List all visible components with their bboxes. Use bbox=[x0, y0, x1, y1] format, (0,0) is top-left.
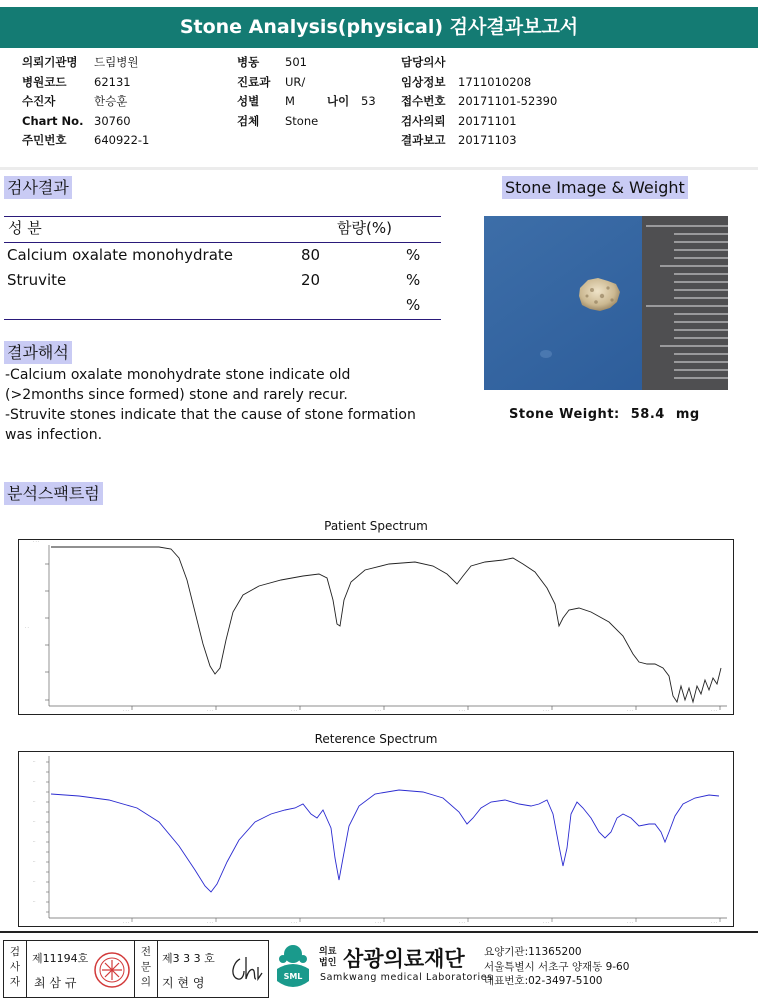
svg-text:· ·: · · bbox=[25, 625, 29, 630]
specialist-number: 제3 3 3 호 bbox=[162, 952, 215, 965]
header-value: UR/ bbox=[285, 74, 306, 89]
component-name: Struvite bbox=[7, 271, 67, 289]
org-type-line: 의료 bbox=[319, 947, 337, 957]
component-name: Calcium oxalate monohydrate bbox=[7, 246, 234, 264]
svg-text:· · ·: · · · bbox=[375, 920, 382, 925]
svg-text:· · ·: · · · bbox=[291, 708, 298, 713]
column-header-component: 성 분 bbox=[8, 219, 42, 237]
header-label: 병원코드 bbox=[22, 74, 67, 89]
component-unit: % bbox=[406, 296, 421, 314]
header-value: M bbox=[285, 94, 295, 108]
svg-text:··: ·· bbox=[33, 839, 36, 844]
examiner-name: 최 삼 규 bbox=[34, 976, 77, 990]
header-row bbox=[22, 112, 149, 132]
component-amount: 20 bbox=[301, 271, 321, 289]
interpretation-heading: 결과해석 bbox=[4, 341, 72, 364]
svg-text:· · ·: · · · bbox=[627, 920, 634, 925]
stone-weight bbox=[509, 407, 700, 422]
examiner-number: 제11194호 bbox=[32, 952, 89, 965]
svg-text:· · ·: · · · bbox=[459, 920, 466, 925]
header-label: 접수번호 bbox=[401, 94, 446, 108]
svg-text:··: ·· bbox=[33, 779, 36, 784]
svg-text:· · ·: · · · bbox=[459, 708, 466, 713]
interpretation-text bbox=[5, 365, 455, 445]
header-row bbox=[22, 53, 149, 73]
header-row bbox=[237, 92, 376, 112]
svg-text:· · ·: · · · bbox=[711, 920, 718, 925]
examiner-seal bbox=[93, 951, 131, 993]
svg-text:· · ·: · · · bbox=[33, 540, 40, 544]
seal-graphic bbox=[93, 951, 131, 989]
header-row bbox=[237, 112, 376, 132]
stone-heading: Stone Image & Weight bbox=[502, 176, 688, 199]
header-col-1 bbox=[22, 53, 149, 151]
logo-text: SML bbox=[283, 972, 303, 981]
svg-text:· · ·: · · · bbox=[123, 708, 130, 713]
header-value: Stone bbox=[285, 113, 319, 128]
footer-divider bbox=[0, 931, 758, 933]
org-contact bbox=[484, 945, 629, 989]
svg-text:· · ·: · · · bbox=[207, 920, 214, 925]
header-value: 20171101 bbox=[458, 113, 517, 128]
signature-graphic bbox=[226, 953, 264, 987]
stone-photo bbox=[484, 216, 728, 390]
svg-text:· · ·: · · · bbox=[711, 708, 718, 713]
interpretation-line: -Calcium oxalate monohydrate stone indicate old bbox=[5, 367, 351, 383]
reference-spectrum-title: Reterence Spectrum bbox=[314, 732, 438, 746]
org-name: 삼광의료재단 bbox=[343, 947, 465, 971]
report-title: Stone Analysis(physical) 검사결과보고서 bbox=[0, 7, 758, 48]
interpretation-line: -Struvite stones indicate that the cause of stone formation bbox=[5, 407, 416, 423]
svg-text:· · ·: · · · bbox=[123, 920, 130, 925]
header-value: 30760 bbox=[94, 113, 131, 128]
header-row bbox=[401, 92, 557, 112]
org-english: Samkwang medical Laboratories bbox=[320, 972, 493, 983]
component-unit: % bbox=[406, 271, 421, 289]
header-row bbox=[401, 73, 557, 93]
svg-text:· · ·: · · · bbox=[375, 708, 382, 713]
org-code: 요양기관:11365200 bbox=[484, 946, 582, 958]
results-heading: 검사결과 bbox=[4, 176, 72, 199]
header-value: 1711010208 bbox=[458, 74, 532, 89]
examiner-label-cell bbox=[4, 941, 27, 997]
svg-text:· · ·: · · · bbox=[543, 920, 550, 925]
reference-spectrum-plot bbox=[19, 752, 733, 926]
org-type-line: 법인 bbox=[319, 958, 337, 968]
org-logo-graphic bbox=[271, 941, 315, 997]
header-label: 임상정보 bbox=[401, 74, 446, 89]
age-value: 53 bbox=[361, 94, 376, 108]
header-row bbox=[237, 53, 376, 73]
header-label: 병동 bbox=[237, 55, 260, 69]
org-logo bbox=[271, 941, 315, 1001]
org-type bbox=[319, 947, 336, 969]
component-unit: % bbox=[406, 246, 421, 264]
header-row bbox=[22, 131, 149, 151]
header-label: Chart No. bbox=[22, 113, 84, 128]
header-label: 성별 bbox=[237, 94, 260, 108]
header-value: 640922-1 bbox=[94, 133, 150, 147]
column-header-amount: 함량(%) bbox=[337, 219, 392, 237]
patient-spectrum-title: Patient Spectrum bbox=[324, 519, 428, 533]
svg-text:· · ·: · · · bbox=[291, 920, 298, 925]
header-col-3 bbox=[401, 53, 557, 151]
header-label: 수진자 bbox=[22, 94, 56, 108]
header-value: 20171103 bbox=[458, 133, 517, 147]
specialist-name: 지 현 영 bbox=[162, 976, 205, 990]
interpretation-line: was infection. bbox=[5, 427, 103, 443]
signature-box bbox=[3, 940, 269, 998]
header-value: 한승훈 bbox=[94, 94, 128, 108]
patient-spectrum-chart bbox=[18, 539, 734, 715]
svg-text:· · ·: · · · bbox=[627, 708, 634, 713]
stone-weight-value: 58.4 bbox=[630, 407, 665, 422]
org-phone: 대표번호:02-3497-5100 bbox=[484, 975, 603, 987]
stone-weight-unit: mg bbox=[675, 407, 700, 422]
examiner-label: 검사자 bbox=[9, 946, 21, 988]
header-label: 검사의뢰 bbox=[401, 113, 446, 128]
header-value: 드림병원 bbox=[94, 55, 139, 69]
header-divider bbox=[0, 167, 758, 170]
header-label: 진료과 bbox=[237, 74, 271, 89]
reference-spectrum-chart bbox=[18, 751, 734, 927]
svg-text:··: ·· bbox=[33, 759, 36, 764]
svg-text:··: ·· bbox=[33, 859, 36, 864]
header-row bbox=[401, 131, 557, 151]
header-col-2 bbox=[237, 53, 376, 131]
svg-text:··: ·· bbox=[33, 879, 36, 884]
svg-text:··: ·· bbox=[33, 799, 36, 804]
age-label: 나이 bbox=[327, 94, 350, 108]
header-label: 담당의사 bbox=[401, 55, 446, 69]
header-row bbox=[22, 73, 149, 93]
org-address: 서울특별시 서초구 양재동 9-60 bbox=[484, 960, 630, 973]
table-bottom-rule bbox=[4, 319, 441, 320]
header-row bbox=[401, 112, 557, 132]
stone-weight-label: Stone Weight: bbox=[509, 407, 620, 422]
stone-photo-graphic bbox=[484, 216, 728, 390]
header-value: 501 bbox=[285, 55, 307, 69]
header-value: 62131 bbox=[94, 74, 131, 89]
header-label: 의뢰기관명 bbox=[22, 55, 78, 69]
header-label: 결과보고 bbox=[401, 133, 446, 147]
header-row bbox=[401, 53, 557, 73]
interpretation-line: (>2months since formed) stone and rarely recur. bbox=[5, 387, 348, 403]
specialist-signature bbox=[226, 953, 264, 991]
header-label: 검체 bbox=[237, 113, 260, 128]
header-value: 20171101-52390 bbox=[458, 94, 558, 108]
svg-text:· · ·: · · · bbox=[207, 708, 214, 713]
svg-text:· · ·: · · · bbox=[543, 708, 550, 713]
spectrum-heading: 분석스팩트럼 bbox=[4, 482, 103, 505]
header-row bbox=[237, 73, 376, 93]
patient-spectrum-plot bbox=[19, 540, 733, 714]
svg-text:··: ·· bbox=[33, 899, 36, 904]
svg-text:··: ·· bbox=[33, 819, 36, 824]
specialist-label-cell bbox=[134, 941, 158, 997]
header-label: 주민번호 bbox=[22, 133, 67, 147]
component-amount: 80 bbox=[301, 246, 321, 264]
header-row bbox=[22, 92, 149, 112]
specialist-label: 전문의 bbox=[140, 946, 152, 988]
